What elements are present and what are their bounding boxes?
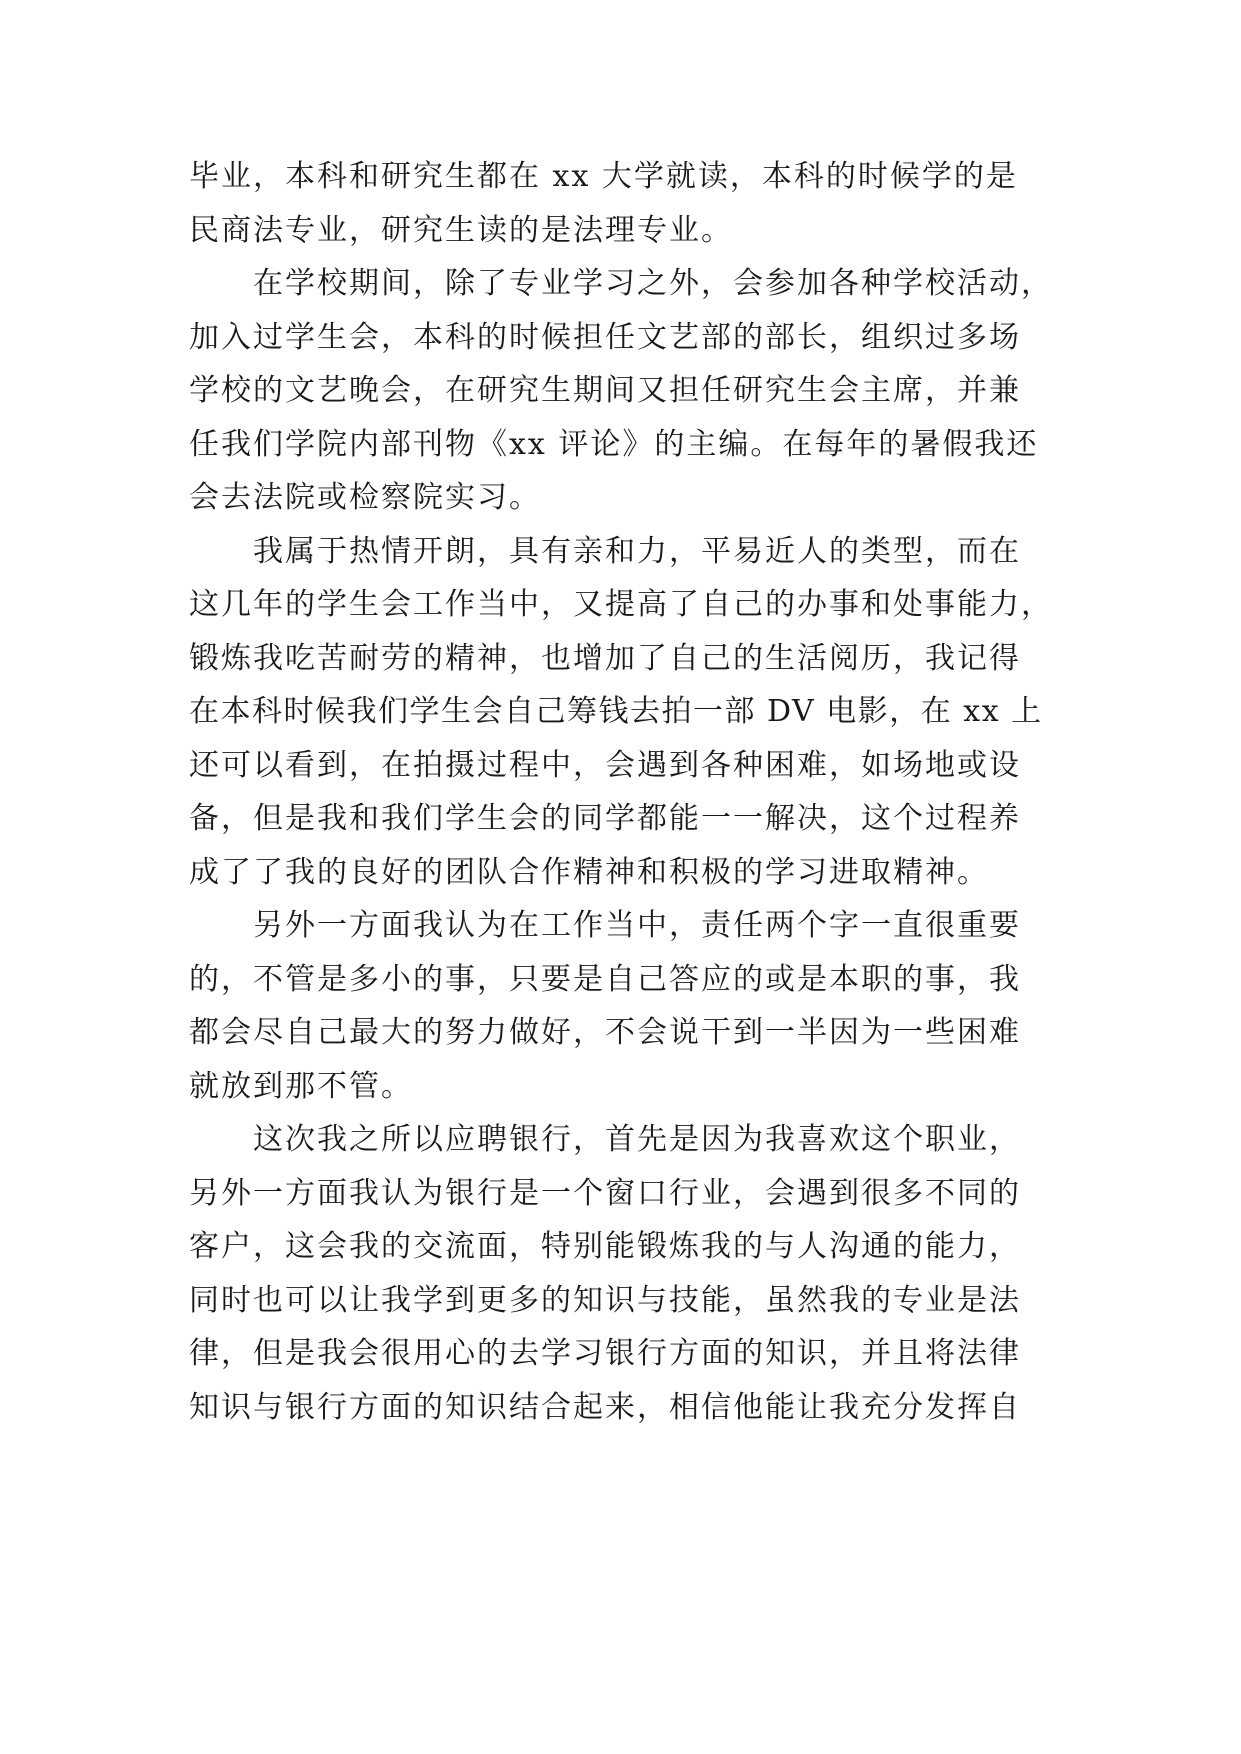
text-line: 加入过学生会，本科的时候担任文艺部的部长，组织过多场	[189, 319, 1021, 355]
text-line: 锻炼我吃苦耐劳的精神，也增加了自己的生活阅历，我记得	[189, 640, 1021, 676]
paragraph-first-line: 这次我之所以应聘银行，首先是因为我喜欢这个职业，	[253, 1122, 1021, 1157]
text-line: 这几年的学生会工作当中，又提高了自己的办事和处事能力，	[189, 587, 1053, 622]
text-line: 在本科时候我们学生会自己筹钱去拍一部 DV 电影，在 xx 上	[189, 694, 1043, 729]
text-line: 的，不管是多小的事，只要是自己答应的或是本职的事，我	[189, 961, 1021, 997]
text-line: 备，但是我和我们学生会的同学都能一一解决，这个过程养	[189, 801, 1021, 836]
text-line: 成了了我的良好的团队合作精神和积极的学习进取精神。	[189, 854, 989, 890]
text-line: 都会尽自己最大的努力做好，不会说干到一半因为一些困难	[189, 1015, 1021, 1050]
text-line: 客户，这会我的交流面，特别能锻炼我的与人沟通的能力，	[189, 1229, 1021, 1264]
text-line: 同时也可以让我学到更多的知识与技能，虽然我的专业是法	[189, 1282, 1021, 1318]
text-line: 会去法院或检察院实习。	[189, 480, 541, 515]
paragraph-first-line: 我属于热情开朗，具有亲和力，平易近人的类型，而在	[253, 533, 1021, 569]
text-line: 还可以看到，在拍摄过程中，会遇到各种困难，如场地或设	[189, 747, 1021, 783]
text-line: 另外一方面我认为银行是一个窗口行业，会遇到很多不同的	[189, 1175, 1021, 1211]
paragraph-first-line: 在学校期间，除了专业学习之外，会参加各种学校活动，	[253, 266, 1053, 301]
text-line: 学校的文艺晚会，在研究生期间又担任研究生会主席，并兼	[189, 373, 1021, 408]
text-line: 知识与银行方面的知识结合起来，相信他能让我充分发挥自	[189, 1389, 1021, 1425]
paragraph-first-line: 另外一方面我认为在工作当中，责任两个字一直很重要	[253, 908, 1021, 943]
text-line: 民商法专业，研究生读的是法理专业。	[189, 212, 733, 248]
document-body	[189, 150, 1053, 1434]
text-line: 任我们学院内部刊物《xx 评论》的主编。在每年的暑假我还	[189, 426, 1039, 462]
text-line: 毕业，本科和研究生都在 xx 大学就读，本科的时候学的是	[189, 159, 1018, 194]
text-line: 律，但是我会很用心的去学习银行方面的知识，并且将法律	[189, 1336, 1021, 1371]
text-line: 就放到那不管。	[189, 1068, 413, 1104]
